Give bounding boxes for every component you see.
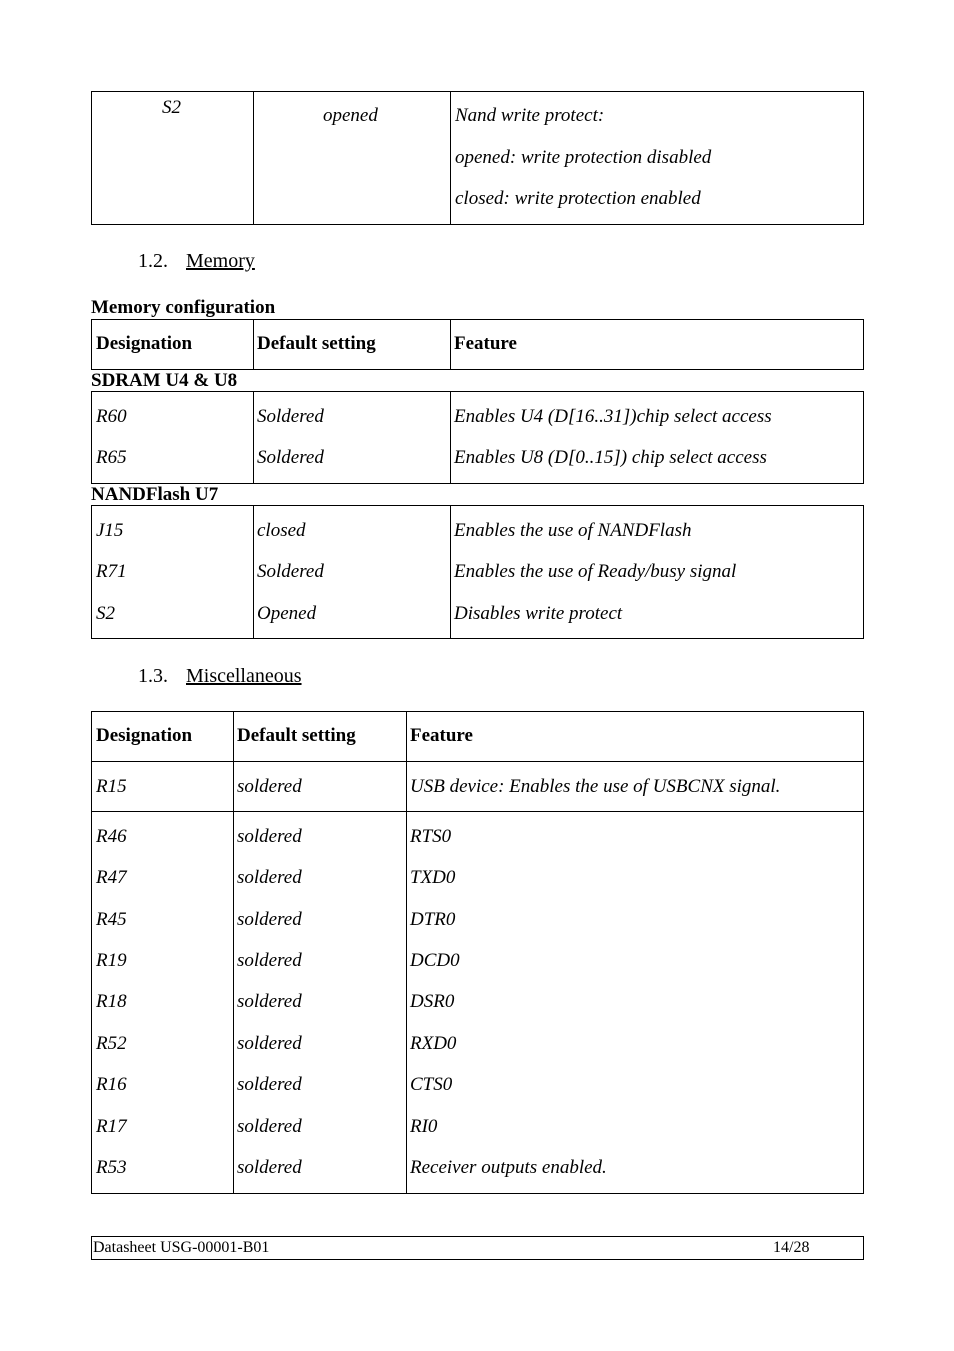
header-feature: Feature [454,333,517,354]
table-cell-feature: DCD0 [410,950,460,971]
section-number: 1.2. [138,250,168,272]
table-cell-feature: DTR0 [410,909,456,930]
table-cell-feature: USB device: Enables the use of USBCNX signal. [410,776,781,797]
table-cell-designation: J15 [96,520,124,541]
header-feature: Feature [410,725,473,746]
table-cell-default: Opened [257,603,317,624]
sdram-table [91,391,864,484]
table-cell-feature: Enables the use of NANDFlash [454,520,692,541]
page-footer [91,1236,864,1260]
table-cell-default: soldered [237,1116,302,1137]
table-cell-feature: Enables U4 (D[16..31])chip select access [454,406,772,427]
section-heading-miscellaneous [138,664,302,688]
table-cell-default: Soldered [257,406,324,427]
table-cell-feature: Receiver outputs enabled. [410,1157,607,1178]
table-cell-feature: RXD0 [410,1033,457,1054]
table-cell-default: Soldered [257,561,324,582]
table-cell-feature: CTS0 [410,1074,453,1095]
table-cell-designation: R60 [96,406,127,427]
section-number: 1.3. [138,665,168,687]
top-table [91,91,864,225]
header-designation: Designation [96,725,193,746]
table-cell-feature: Disables write protect [454,603,623,624]
table-cell-default: Soldered [257,447,324,468]
nand-group-title: NANDFlash U7 [91,484,219,505]
footer-page-number: 14/28 [773,1239,810,1256]
header-default-setting: Default setting [257,333,376,354]
header-designation: Designation [96,333,193,354]
table-cell-designation: R53 [96,1157,127,1178]
table-cell-designation: R71 [96,561,127,582]
table-cell-default: soldered [237,1033,302,1054]
table-cell-default: soldered [237,1074,302,1095]
section-heading-memory [138,249,255,273]
sdram-group-title: SDRAM U4 & U8 [91,370,238,391]
nand-table [91,505,864,639]
top-table-feature-line: Nand write protect: [455,105,605,126]
table-cell-designation: R65 [96,447,127,468]
table-cell-feature: Enables U8 (D[0..15]) chip select access [454,447,767,468]
table-cell-default: soldered [237,867,302,888]
table-cell-default: closed [257,520,306,541]
top-table-default: opened [323,105,378,126]
table-cell-feature: Enables the use of Ready/busy signal [454,561,737,582]
table-cell-designation: R52 [96,1033,127,1054]
table-cell-default: soldered [237,826,302,847]
header-default-setting: Default setting [237,725,356,746]
table-cell-designation: R45 [96,909,127,930]
table-cell-default: soldered [237,1157,302,1178]
top-table-designation: S2 [162,97,181,118]
table-cell-feature: TXD0 [410,867,456,888]
table-cell-designation: R15 [96,776,127,797]
memory-header-table [91,319,864,370]
table-cell-designation: R18 [96,991,127,1012]
top-table-feature-line: opened: write protection disabled [455,147,712,168]
section-title: Miscellaneous [186,665,302,687]
table-cell-feature: RI0 [410,1116,438,1137]
table-cell-designation: R19 [96,950,127,971]
table-cell-feature: RTS0 [410,826,452,847]
top-table-feature-line: closed: write protection enabled [455,188,701,209]
table-cell-designation: R46 [96,826,127,847]
table-cell-designation: R16 [96,1074,127,1095]
memory-config-title: Memory configuration [91,297,276,318]
table-cell-default: soldered [237,991,302,1012]
table-cell-default: soldered [237,950,302,971]
table-cell-feature: DSR0 [410,991,455,1012]
table-cell-default: soldered [237,776,302,797]
misc-table [91,711,864,1194]
table-cell-designation: S2 [96,603,115,624]
table-cell-default: soldered [237,909,302,930]
table-cell-designation: R47 [96,867,127,888]
section-title: Memory [186,250,255,272]
table-cell-designation: R17 [96,1116,127,1137]
footer-document-id: Datasheet USG-00001-B01 [93,1239,270,1256]
